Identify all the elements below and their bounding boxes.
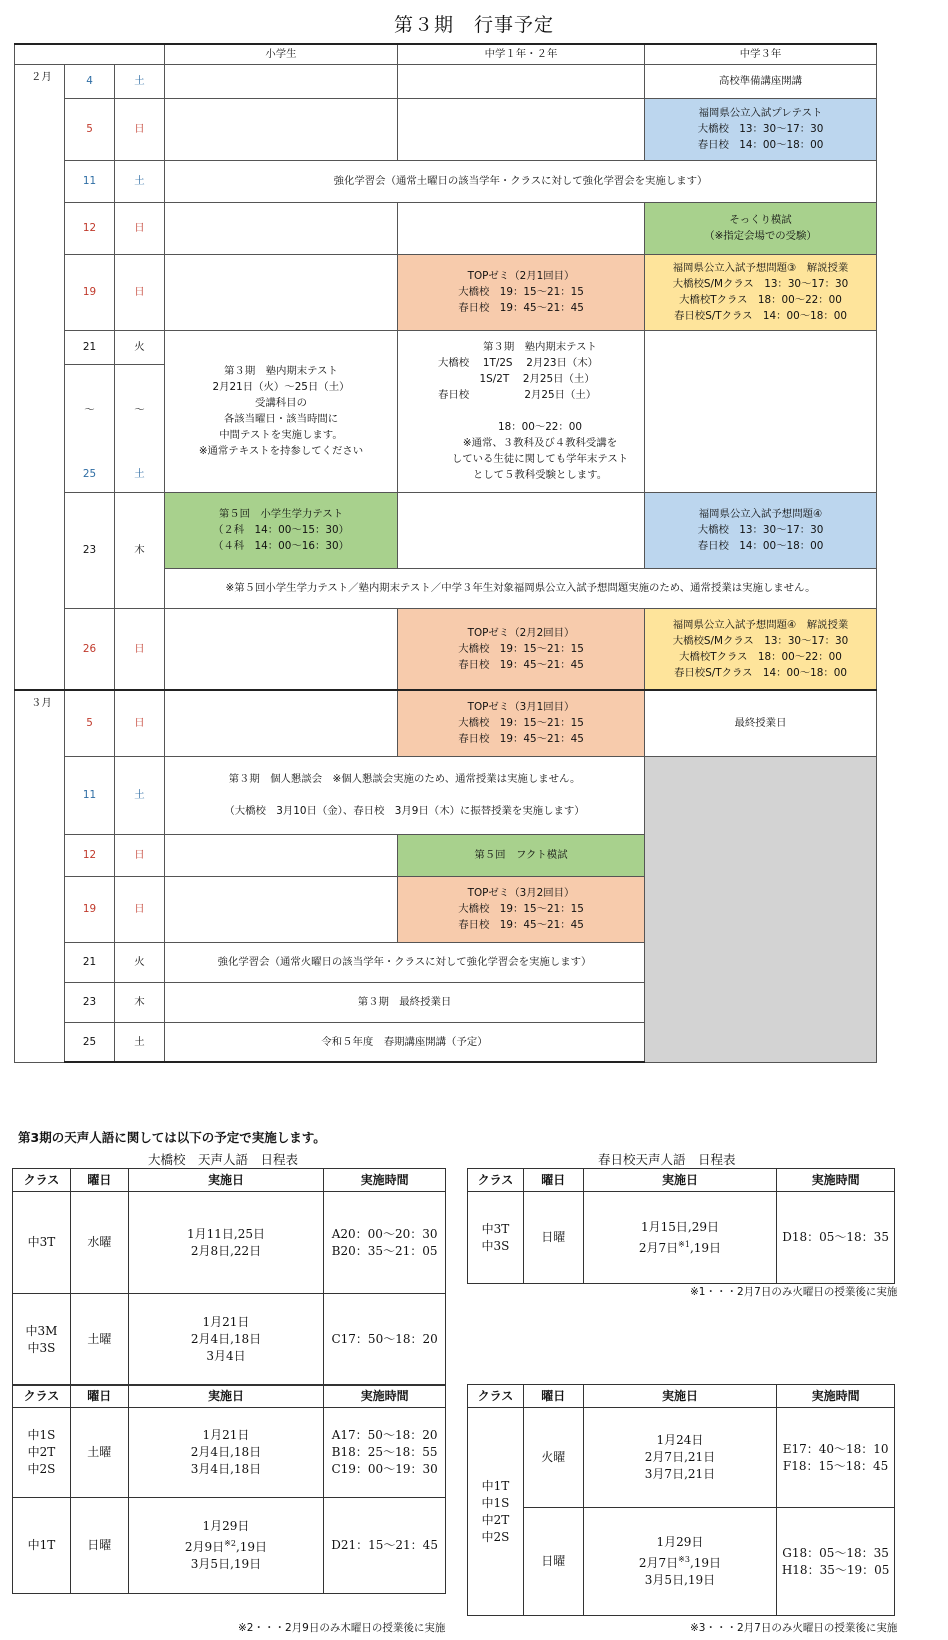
jh3-cell: 福岡県公立入試予想問題③ 解説授業 大橋校S/Mクラス 13：30～17：30 大橋校Tクラス 18：00～22：00 春日校S/Tクラス 14：00～18：00 (645, 254, 877, 330)
table-row (15, 202, 877, 254)
header-jh12: 中学１年・２年 (398, 44, 645, 64)
ohashi-bottom-footnote: ※2・・・2月9日のみ木曜日の授業後に実施 (238, 1622, 446, 1634)
day: 5 (65, 690, 115, 756)
all-cell: 強化学習会（通常土曜日の該当学年・クラスに対して強化学習会を実施します） (165, 160, 877, 202)
dow: 木 (115, 492, 165, 608)
jh12-cell: TOPゼミ（2月1回目） 大橋校 19：15～21：15 春日校 19：45～21：45 (398, 254, 645, 330)
col-dow: 曜日 (70, 1169, 128, 1192)
day-end: 25 (65, 456, 115, 492)
tensei-note: 第3期の天声人語に関しては以下の予定で実施します。 (18, 1130, 326, 1145)
dates-cell: 1月21日 2月4日,18日 3月4日 (128, 1294, 323, 1386)
kasuga-top-table (467, 1168, 895, 1284)
time-cell: A20：00～20：30 B20：35～21：05 (324, 1192, 446, 1294)
col-dow: 曜日 (70, 1385, 128, 1408)
col-dates: 実施日 (583, 1385, 776, 1408)
day: 21 (65, 942, 115, 982)
dow: 日 (115, 98, 165, 160)
month-label-mar: ３月 (15, 690, 65, 1062)
elem-cell: 第３期 塾内期末テスト 2月21日（火）～25日（土） 受講科目の 各該当曜日・該当時間に 中間テストを実施します。 ※通常テキストを持参してください (165, 330, 398, 492)
day: 23 (65, 492, 115, 608)
time-cell: D18：05～18：35 (777, 1192, 895, 1284)
table-row (13, 1294, 446, 1386)
table-row (15, 64, 877, 98)
day: 26 (65, 608, 115, 690)
dow: 木 (115, 982, 165, 1022)
all-cell: 令和５年度 春期講座開講（予定） (165, 1022, 645, 1062)
header-row (15, 44, 877, 64)
schedule-table (14, 43, 877, 1063)
jh3-cell: そっくり模試 （※指定会場での受験） (645, 202, 877, 254)
dow-start: 火 (115, 330, 165, 364)
dow: 日 (115, 254, 165, 330)
day: 5 (65, 98, 115, 160)
table-row (15, 756, 877, 834)
jh3-cell: 福岡県公立入試プレテスト 大橋校 13：30～17：30 春日校 14：00～18：00 (645, 98, 877, 160)
dow: 日 (115, 690, 165, 756)
all-cell: 第３期 個人懇談会 ※個人懇談会実施のため、通常授業は実施しません。 （大橋校 3月10日（金）、春日校 3月9日（木）に振替授業を実施します） (165, 756, 645, 834)
elem-cell (165, 98, 398, 160)
day: 25 (65, 1022, 115, 1062)
col-class: クラス (468, 1385, 524, 1408)
all-cell: 強化学習会（通常火曜日の該当学年・クラスに対して強化学習会を実施します） (165, 942, 645, 982)
table-row (15, 254, 877, 330)
elem-cell (165, 690, 398, 756)
dow-end: 土 (115, 456, 165, 492)
dow: 土 (115, 160, 165, 202)
dates-cell: 1月29日 2月7日$^{※3}$,19日 3月5日,19日 (583, 1508, 776, 1616)
elem-cell: 第５回 小学生学力テスト （２科 14：00～15：30） （４科 14：00～16：30） (165, 492, 398, 568)
jh12-cell: 第３期 塾内期末テスト 大橋校 1T/2S 2月23日（木） 1S/2T 2月25日（土） 春日校 2月25日（土） 18：00～22：00 ※通常、３教科及び４教科受講を している生徒に関しても学年末テスト として５教科受験とします。 (398, 330, 645, 492)
jh3-grey-cell (645, 756, 877, 1062)
col-class: クラス (13, 1169, 71, 1192)
kasuga-title: 春日校天声人語 日程表 (598, 1152, 736, 1167)
day: 19 (65, 254, 115, 330)
dates-cell: 1月29日 2月9日$^{※2}$,19日 3月5日,19日 (128, 1498, 323, 1594)
jh12-cell: TOPゼミ（3月1回目） 大橋校 19：15～21：15 春日校 19：45～21：45 (398, 690, 645, 756)
col-dow: 曜日 (523, 1169, 583, 1192)
dow: 土 (115, 756, 165, 834)
elem-cell (165, 254, 398, 330)
dates-cell: 1月15日,29日 2月7日$^{※1}$,19日 (583, 1192, 776, 1284)
dow: 日 (115, 608, 165, 690)
table-row (468, 1408, 895, 1508)
time-cell: D21：15～21：45 (324, 1498, 446, 1594)
dates-cell: 1月24日 2月7日,21日 3月7日,21日 (583, 1408, 776, 1508)
col-time: 実施時間 (777, 1385, 895, 1408)
time-cell: G18：05～18：35 H18：35～19：05 (777, 1508, 895, 1616)
col-time: 実施時間 (777, 1169, 895, 1192)
day: 11 (65, 160, 115, 202)
dow: 火 (115, 942, 165, 982)
dow: 土 (115, 64, 165, 98)
dates-cell: 1月21日 2月4日,18日 3月4日,18日 (128, 1408, 323, 1498)
header-blank (15, 44, 165, 64)
col-class: クラス (13, 1385, 71, 1408)
day-mid: ～ (65, 364, 115, 456)
header-jh3: 中学３年 (645, 44, 877, 64)
dow-cell: 水曜 (70, 1192, 128, 1294)
table-row (13, 1498, 446, 1594)
page-title: 第３期 行事予定 (393, 14, 554, 36)
day: 4 (65, 64, 115, 98)
time-cell: E17：40～18：10 F18：15～18：45 (777, 1408, 895, 1508)
jh12-cell (398, 64, 645, 98)
class-cell: 中3M 中3S (13, 1294, 71, 1386)
class-cell: 中1S 中2T 中2S (13, 1408, 71, 1498)
table-row (15, 608, 877, 690)
table-row (15, 690, 877, 756)
time-cell: A17：50～18：20 B18：25～18：55 C19：00～19：30 (324, 1408, 446, 1498)
jh3-cell (645, 330, 877, 492)
ohashi-bottom-table (12, 1384, 446, 1594)
kasuga-top-footnote: ※1・・・2月7日のみ火曜日の授業後に実施 (690, 1286, 898, 1298)
dow-cell: 土曜 (70, 1408, 128, 1498)
table-row (15, 160, 877, 202)
jh12-cell: TOPゼミ（3月2回目） 大橋校 19：15～21：15 春日校 19：45～21：45 (398, 876, 645, 942)
jh12-cell (398, 492, 645, 568)
col-time: 実施時間 (324, 1169, 446, 1192)
table-row (468, 1508, 895, 1616)
day-start: 21 (65, 330, 115, 364)
col-dow: 曜日 (523, 1385, 583, 1408)
elem-cell (165, 834, 398, 876)
class-cell: 中1T (13, 1498, 71, 1594)
table-row (15, 330, 877, 364)
col-dates: 実施日 (128, 1169, 323, 1192)
jh3-cell: 最終授業日 (645, 690, 877, 756)
elem-cell (165, 608, 398, 690)
day: 12 (65, 202, 115, 254)
dow: 日 (115, 834, 165, 876)
jh3-cell: 高校準備講座開講 (645, 64, 877, 98)
dow-cell: 土曜 (70, 1294, 128, 1386)
dow-cell: 日曜 (70, 1498, 128, 1594)
dow-mid: ～ (115, 364, 165, 456)
dow-cell: 日曜 (523, 1508, 583, 1616)
table-row (13, 1408, 446, 1498)
dow-cell: 火曜 (523, 1408, 583, 1508)
day: 12 (65, 834, 115, 876)
ohashi-title: 大橋校 天声人語 日程表 (148, 1152, 299, 1167)
class-cell: 中3T (13, 1192, 71, 1294)
day: 19 (65, 876, 115, 942)
dow: 土 (115, 1022, 165, 1062)
table-row (13, 1192, 446, 1294)
kasuga-bottom-footnote: ※3・・・2月7日のみ火曜日の授業後に実施 (690, 1622, 898, 1634)
table-row (15, 98, 877, 160)
elem-cell (165, 64, 398, 98)
elem-cell (165, 202, 398, 254)
jh3-cell: 福岡県公立入試予想問題④ 大橋校 13：30～17：30 春日校 14：00～18：00 (645, 492, 877, 568)
all-cell: 第３期 最終授業日 (165, 982, 645, 1022)
class-cell: 中1T 中1S 中2T 中2S (468, 1408, 524, 1616)
class-cell: 中3T 中3S (468, 1192, 524, 1284)
col-time: 実施時間 (324, 1385, 446, 1408)
time-cell: C17：50～18：20 (324, 1294, 446, 1386)
dow: 日 (115, 876, 165, 942)
note-cell: ※第５回小学生学力テスト／塾内期末テスト／中学３年生対象福岡県公立入試予想問題実施のため、通常授業は実施しません。 (165, 568, 877, 608)
table-row (468, 1192, 895, 1284)
jh12-cell (398, 202, 645, 254)
day: 11 (65, 756, 115, 834)
month-label-feb: ２月 (15, 64, 65, 690)
dow-cell: 日曜 (523, 1192, 583, 1284)
elem-cell (165, 876, 398, 942)
header-elementary: 小学生 (165, 44, 398, 64)
jh3-cell: 福岡県公立入試予想問題④ 解説授業 大橋校S/Mクラス 13：30～17：30 大橋校Tクラス 18：00～22：00 春日校S/Tクラス 14：00～18：00 (645, 608, 877, 690)
day: 23 (65, 982, 115, 1022)
jh12-cell: TOPゼミ（2月2回目） 大橋校 19：15～21：15 春日校 19：45～21：45 (398, 608, 645, 690)
table-row (15, 492, 877, 568)
jh12-cell: 第５回 フクト模試 (398, 834, 645, 876)
dates-cell: 1月11日,25日 2月8日,22日 (128, 1192, 323, 1294)
ohashi-top-table (12, 1168, 446, 1386)
col-dates: 実施日 (128, 1385, 323, 1408)
kasuga-bottom-table (467, 1384, 895, 1616)
jh12-cell (398, 98, 645, 160)
col-dates: 実施日 (583, 1169, 776, 1192)
col-class: クラス (468, 1169, 524, 1192)
dow: 日 (115, 202, 165, 254)
